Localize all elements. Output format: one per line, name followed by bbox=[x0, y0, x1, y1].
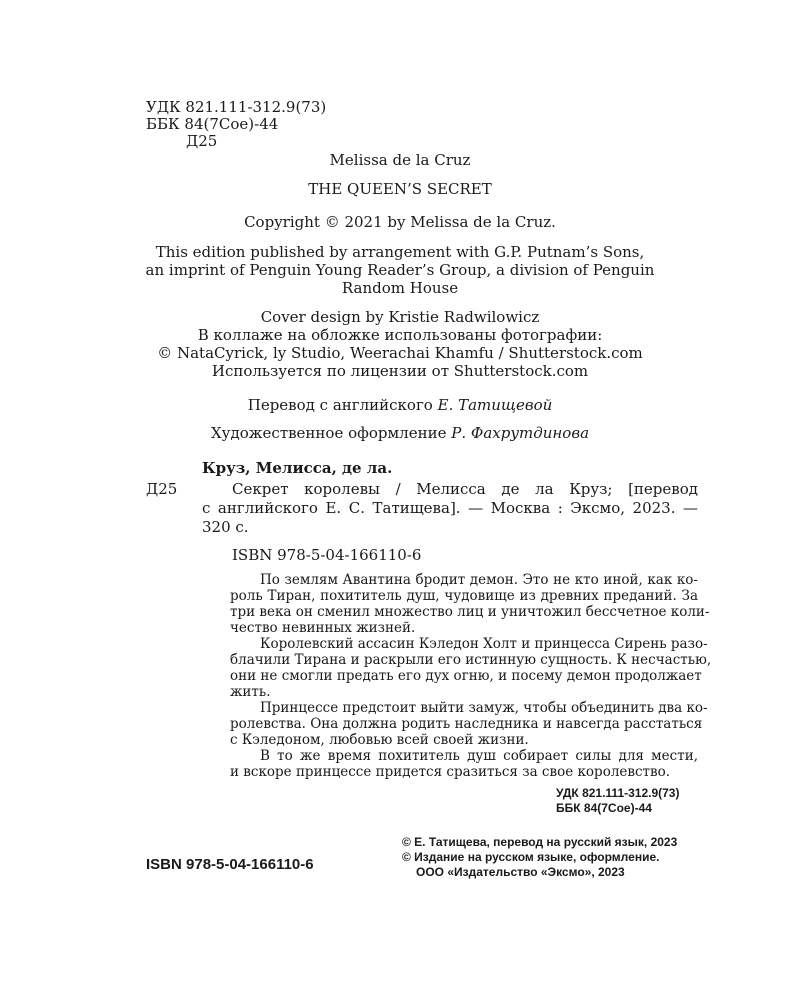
bottom-udk: УДК 821.111-312.9(73) bbox=[556, 786, 680, 800]
author-mark: Д25 bbox=[186, 132, 218, 150]
annotation-line: Королевский ассасин Кэледон Холт и принцесса Сирень разо- bbox=[260, 636, 708, 652]
original-title: THE QUEEN’S SECRET bbox=[308, 180, 492, 198]
annotation-line: роль Тиран, похититель душ, чудовище из древних преданий. За bbox=[230, 588, 698, 604]
annotation-line: По землям Авантина бродит демон. Это не кто иной, как ко- bbox=[260, 572, 698, 588]
translation-label: Перевод с английского bbox=[247, 396, 433, 414]
annotation-line: с Кэледоном, любовью всей своей жизни. bbox=[230, 732, 529, 748]
bibliography-line: Секрет королевы / Мелисса де ла Круз; [перевод bbox=[232, 480, 698, 498]
cover-line: Используется по лицензии от Shutterstock.com bbox=[211, 362, 589, 380]
annotation-line: чество невинных жизней. bbox=[230, 620, 416, 636]
annotation-line: и вскоре принцессе придется сразиться за свое королевство. bbox=[230, 764, 671, 780]
annotation-line: В то же время похититель душ собирает силы для мести, bbox=[260, 748, 698, 764]
bibliography-heading: Круз, Мелисса, де ла. bbox=[202, 459, 393, 477]
edition-line: This edition published by arrangement with G.P. Putnam’s Sons, bbox=[155, 243, 645, 261]
design-credit bbox=[0, 424, 800, 442]
edition-line: Random House bbox=[341, 279, 459, 297]
annotation-line: три века он сменил множество лиц и уничтожил бессчетное коли- bbox=[230, 604, 710, 620]
annotation-line: они не смогли предать его дух огню, и посему демон продолжает bbox=[230, 668, 702, 684]
original-author: Melissa de la Cruz bbox=[329, 151, 471, 169]
cover-credits bbox=[0, 308, 800, 380]
rights-notice bbox=[402, 835, 677, 880]
annotation-line: жить. bbox=[230, 684, 271, 700]
edition-notice bbox=[0, 243, 800, 297]
bottom-bbk: ББК 84(7Сое)-44 bbox=[556, 801, 652, 815]
translation-credit bbox=[0, 396, 800, 414]
copyright-line: Copyright © 2021 by Melissa de la Cruz. bbox=[244, 213, 556, 231]
bibliography-line: 320 с. bbox=[202, 518, 249, 536]
design-label: Художественное оформление bbox=[210, 424, 447, 442]
rights-line: © Е. Татищева, перевод на русский язык, 2023 bbox=[402, 835, 678, 849]
annotation-line: ролевства. Она должна родить наследника и навсегда расстаться bbox=[230, 716, 703, 732]
cover-line: © NataCyrick, ly Studio, Weerachai Khamfu / Shutterstock.com bbox=[157, 344, 643, 362]
udk-code: УДК 821.111-312.9(73) bbox=[146, 98, 327, 116]
edition-line: an imprint of Penguin Young Reader’s Group, a division of Penguin bbox=[145, 261, 655, 279]
designer-name: Р. Фахрутдинова bbox=[451, 424, 590, 442]
annotation-line: Принцессе предстоит выйти замуж, чтобы объединить два ко- bbox=[260, 700, 708, 716]
cover-line: Cover design by Kristie Radwilowicz bbox=[260, 308, 540, 326]
translator-name: Е. Татищевой bbox=[437, 396, 553, 414]
cover-line: В коллаже на обложке использованы фотографии: bbox=[197, 326, 603, 344]
annotation-line: блачили Тирана и раскрыли его истинную сущность. К несчастью, bbox=[230, 652, 712, 668]
bibliography-line: с английского Е. С. Татищева]. — Москва : Эксмо, 2023. — bbox=[202, 499, 698, 517]
bibliography-mark: Д25 bbox=[146, 480, 178, 498]
bbk-code: ББК 84(7Сое)-44 bbox=[146, 115, 279, 133]
annotation bbox=[230, 572, 712, 780]
bibliography-isbn: ISBN 978-5-04-166110-6 bbox=[232, 546, 422, 564]
rights-line: ООО «Издательство «Эксмо», 2023 bbox=[416, 865, 625, 879]
rights-line: © Издание на русском языке, оформление. bbox=[402, 850, 660, 864]
bottom-classification bbox=[556, 786, 679, 816]
footer-isbn: ISBN 978-5-04-166110-6 bbox=[146, 856, 314, 873]
